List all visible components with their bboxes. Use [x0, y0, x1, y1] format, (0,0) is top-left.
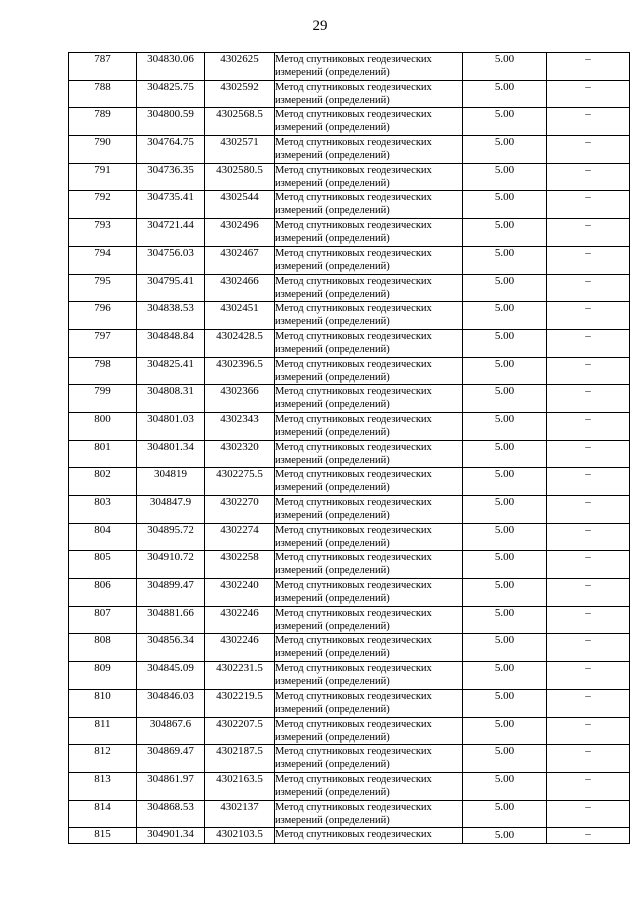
method-cell: Метод спутниковых геодезических измерений (определений)	[275, 496, 463, 524]
accuracy-cell: 5.00	[463, 800, 547, 828]
point-number-cell: 799	[69, 385, 137, 413]
description-cell: –	[547, 772, 630, 800]
description-cell: –	[547, 219, 630, 247]
x-coordinate-cell: 304736.35	[137, 163, 205, 191]
table-row	[69, 246, 630, 274]
table-row	[69, 357, 630, 385]
accuracy-cell: 5.00	[463, 385, 547, 413]
table-row	[69, 53, 630, 81]
x-coordinate-cell: 304800.59	[137, 108, 205, 136]
coordinates-table	[68, 52, 630, 844]
description-cell: –	[547, 302, 630, 330]
x-coordinate-cell: 304808.31	[137, 385, 205, 413]
description-cell: –	[547, 468, 630, 496]
accuracy-cell: 5.00	[463, 717, 547, 745]
y-coordinate-cell: 4302275.5	[205, 468, 275, 496]
table-row	[69, 163, 630, 191]
table-row	[69, 606, 630, 634]
table-row	[69, 662, 630, 690]
point-number-cell: 789	[69, 108, 137, 136]
description-cell: –	[547, 828, 630, 844]
x-coordinate-cell: 304845.09	[137, 662, 205, 690]
method-cell: Метод спутниковых геодезических измерений (определений)	[275, 662, 463, 690]
point-number-cell: 808	[69, 634, 137, 662]
table-row	[69, 412, 630, 440]
point-number-cell: 806	[69, 579, 137, 607]
coordinates-table-body	[69, 53, 630, 844]
point-number-cell: 800	[69, 412, 137, 440]
x-coordinate-cell: 304867.6	[137, 717, 205, 745]
accuracy-cell: 5.00	[463, 329, 547, 357]
x-coordinate-cell: 304899.47	[137, 579, 205, 607]
accuracy-cell: 5.00	[463, 440, 547, 468]
table-row	[69, 579, 630, 607]
table-row	[69, 329, 630, 357]
accuracy-cell: 5.00	[463, 219, 547, 247]
y-coordinate-cell: 4302571	[205, 136, 275, 164]
table-row	[69, 440, 630, 468]
table-row	[69, 219, 630, 247]
description-cell: –	[547, 745, 630, 773]
description-cell: –	[547, 108, 630, 136]
x-coordinate-cell: 304721.44	[137, 219, 205, 247]
point-number-cell: 793	[69, 219, 137, 247]
accuracy-cell: 5.00	[463, 246, 547, 274]
table-row	[69, 468, 630, 496]
point-number-cell: 810	[69, 689, 137, 717]
method-cell: Метод спутниковых геодезических измерений (определений)	[275, 523, 463, 551]
description-cell: –	[547, 163, 630, 191]
x-coordinate-cell: 304869.47	[137, 745, 205, 773]
y-coordinate-cell: 4302246	[205, 606, 275, 634]
y-coordinate-cell: 4302451	[205, 302, 275, 330]
method-cell: Метод спутниковых геодезических измерений (определений)	[275, 551, 463, 579]
description-cell: –	[547, 246, 630, 274]
point-number-cell: 815	[69, 828, 137, 844]
description-cell: –	[547, 551, 630, 579]
point-number-cell: 801	[69, 440, 137, 468]
description-cell: –	[547, 634, 630, 662]
y-coordinate-cell: 4302231.5	[205, 662, 275, 690]
point-number-cell: 788	[69, 80, 137, 108]
table-row	[69, 745, 630, 773]
y-coordinate-cell: 4302396.5	[205, 357, 275, 385]
point-number-cell: 809	[69, 662, 137, 690]
description-cell: –	[547, 412, 630, 440]
accuracy-cell: 5.00	[463, 662, 547, 690]
table-row	[69, 800, 630, 828]
y-coordinate-cell: 4302592	[205, 80, 275, 108]
method-cell: Метод спутниковых геодезических измерений (определений)	[275, 634, 463, 662]
point-number-cell: 805	[69, 551, 137, 579]
y-coordinate-cell: 4302580.5	[205, 163, 275, 191]
x-coordinate-cell: 304735.41	[137, 191, 205, 219]
accuracy-cell: 5.00	[463, 357, 547, 385]
x-coordinate-cell: 304795.41	[137, 274, 205, 302]
method-cell: Метод спутниковых геодезических измерений (определений)	[275, 440, 463, 468]
point-number-cell: 787	[69, 53, 137, 81]
y-coordinate-cell: 4302467	[205, 246, 275, 274]
x-coordinate-cell: 304801.34	[137, 440, 205, 468]
description-cell: –	[547, 80, 630, 108]
accuracy-cell: 5.00	[463, 191, 547, 219]
x-coordinate-cell: 304825.41	[137, 357, 205, 385]
accuracy-cell: 5.00	[463, 163, 547, 191]
y-coordinate-cell: 4302219.5	[205, 689, 275, 717]
table-row	[69, 828, 630, 844]
y-coordinate-cell: 4302207.5	[205, 717, 275, 745]
y-coordinate-cell: 4302137	[205, 800, 275, 828]
method-cell: Метод спутниковых геодезических измерений (определений)	[275, 163, 463, 191]
accuracy-cell: 5.00	[463, 689, 547, 717]
description-cell: –	[547, 579, 630, 607]
point-number-cell: 814	[69, 800, 137, 828]
point-number-cell: 791	[69, 163, 137, 191]
x-coordinate-cell: 304848.84	[137, 329, 205, 357]
table-row	[69, 523, 630, 551]
x-coordinate-cell: 304847.9	[137, 496, 205, 524]
point-number-cell: 794	[69, 246, 137, 274]
method-cell: Метод спутниковых геодезических измерений (определений)	[275, 302, 463, 330]
method-cell: Метод спутниковых геодезических измерений (определений)	[275, 579, 463, 607]
y-coordinate-cell: 4302258	[205, 551, 275, 579]
method-cell: Метод спутниковых геодезических измерений (определений)	[275, 772, 463, 800]
x-coordinate-cell: 304856.34	[137, 634, 205, 662]
description-cell: –	[547, 496, 630, 524]
accuracy-cell: 5.00	[463, 634, 547, 662]
x-coordinate-cell: 304838.53	[137, 302, 205, 330]
table-row	[69, 136, 630, 164]
description-cell: –	[547, 717, 630, 745]
y-coordinate-cell: 4302187.5	[205, 745, 275, 773]
y-coordinate-cell: 4302625	[205, 53, 275, 81]
y-coordinate-cell: 4302544	[205, 191, 275, 219]
description-cell: –	[547, 357, 630, 385]
method-cell: Метод спутниковых геодезических измерений (определений)	[275, 219, 463, 247]
table-row	[69, 634, 630, 662]
point-number-cell: 797	[69, 329, 137, 357]
accuracy-cell: 5.00	[463, 745, 547, 773]
accuracy-cell: 5.00	[463, 772, 547, 800]
description-cell: –	[547, 662, 630, 690]
description-cell: –	[547, 53, 630, 81]
method-cell: Метод спутниковых геодезических измерений (определений)	[275, 385, 463, 413]
method-cell: Метод спутниковых геодезических измерений (определений)	[275, 468, 463, 496]
table-row	[69, 772, 630, 800]
point-number-cell: 807	[69, 606, 137, 634]
y-coordinate-cell: 4302240	[205, 579, 275, 607]
method-cell: Метод спутниковых геодезических измерений (определений)	[275, 80, 463, 108]
point-number-cell: 790	[69, 136, 137, 164]
method-cell: Метод спутниковых геодезических измерений (определений)	[275, 329, 463, 357]
accuracy-cell: 5.00	[463, 412, 547, 440]
x-coordinate-cell: 304764.75	[137, 136, 205, 164]
table-row	[69, 385, 630, 413]
method-cell: Метод спутниковых геодезических измерений (определений)	[275, 745, 463, 773]
accuracy-cell: 5.00	[463, 53, 547, 81]
x-coordinate-cell: 304895.72	[137, 523, 205, 551]
x-coordinate-cell: 304910.72	[137, 551, 205, 579]
accuracy-cell: 5.00	[463, 496, 547, 524]
x-coordinate-cell: 304881.66	[137, 606, 205, 634]
method-cell: Метод спутниковых геодезических измерений (определений)	[275, 800, 463, 828]
table-row	[69, 108, 630, 136]
x-coordinate-cell: 304861.97	[137, 772, 205, 800]
accuracy-cell: 5.00	[463, 828, 547, 844]
point-number-cell: 811	[69, 717, 137, 745]
point-number-cell: 798	[69, 357, 137, 385]
table-row	[69, 274, 630, 302]
x-coordinate-cell: 304846.03	[137, 689, 205, 717]
method-cell: Метод спутниковых геодезических измерений (определений)	[275, 53, 463, 81]
y-coordinate-cell: 4302246	[205, 634, 275, 662]
method-cell: Метод спутниковых геодезических измерений (определений)	[275, 191, 463, 219]
table-row	[69, 689, 630, 717]
table-row	[69, 191, 630, 219]
table-row	[69, 80, 630, 108]
accuracy-cell: 5.00	[463, 523, 547, 551]
y-coordinate-cell: 4302103.5	[205, 828, 275, 844]
point-number-cell: 812	[69, 745, 137, 773]
y-coordinate-cell: 4302320	[205, 440, 275, 468]
description-cell: –	[547, 136, 630, 164]
x-coordinate-cell: 304801.03	[137, 412, 205, 440]
method-cell: Метод спутниковых геодезических измерений (определений)	[275, 108, 463, 136]
y-coordinate-cell: 4302428.5	[205, 329, 275, 357]
accuracy-cell: 5.00	[463, 551, 547, 579]
method-cell: Метод спутниковых геодезических измерений (определений)	[275, 136, 463, 164]
method-cell: Метод спутниковых геодезических измерений (определений)	[275, 606, 463, 634]
method-cell: Метод спутниковых геодезических измерений (определений)	[275, 689, 463, 717]
description-cell: –	[547, 385, 630, 413]
accuracy-cell: 5.00	[463, 108, 547, 136]
y-coordinate-cell: 4302343	[205, 412, 275, 440]
description-cell: –	[547, 689, 630, 717]
point-number-cell: 803	[69, 496, 137, 524]
description-cell: –	[547, 329, 630, 357]
y-coordinate-cell: 4302163.5	[205, 772, 275, 800]
y-coordinate-cell: 4302466	[205, 274, 275, 302]
point-number-cell: 795	[69, 274, 137, 302]
point-number-cell: 804	[69, 523, 137, 551]
method-cell: Метод спутниковых геодезических измерений (определений)	[275, 274, 463, 302]
description-cell: –	[547, 440, 630, 468]
y-coordinate-cell: 4302270	[205, 496, 275, 524]
point-number-cell: 792	[69, 191, 137, 219]
description-cell: –	[547, 523, 630, 551]
description-cell: –	[547, 191, 630, 219]
accuracy-cell: 5.00	[463, 606, 547, 634]
method-cell: Метод спутниковых геодезических измерений (определений)	[275, 717, 463, 745]
y-coordinate-cell: 4302568.5	[205, 108, 275, 136]
x-coordinate-cell: 304825.75	[137, 80, 205, 108]
table-row	[69, 302, 630, 330]
x-coordinate-cell: 304819	[137, 468, 205, 496]
y-coordinate-cell: 4302496	[205, 219, 275, 247]
table-row	[69, 551, 630, 579]
point-number-cell: 796	[69, 302, 137, 330]
x-coordinate-cell: 304868.53	[137, 800, 205, 828]
accuracy-cell: 5.00	[463, 468, 547, 496]
y-coordinate-cell: 4302366	[205, 385, 275, 413]
x-coordinate-cell: 304830.06	[137, 53, 205, 81]
accuracy-cell: 5.00	[463, 136, 547, 164]
description-cell: –	[547, 606, 630, 634]
accuracy-cell: 5.00	[463, 80, 547, 108]
method-cell: Метод спутниковых геодезических измерений (определений)	[275, 357, 463, 385]
accuracy-cell: 5.00	[463, 579, 547, 607]
method-cell: Метод спутниковых геодезических измерений (определений)	[275, 246, 463, 274]
accuracy-cell: 5.00	[463, 302, 547, 330]
page-number: 29	[312, 18, 328, 34]
description-cell: –	[547, 274, 630, 302]
y-coordinate-cell: 4302274	[205, 523, 275, 551]
method-cell: Метод спутниковых геодезических	[275, 828, 463, 844]
description-cell: –	[547, 800, 630, 828]
x-coordinate-cell: 304756.03	[137, 246, 205, 274]
accuracy-cell: 5.00	[463, 274, 547, 302]
table-row	[69, 717, 630, 745]
table-row	[69, 496, 630, 524]
point-number-cell: 802	[69, 468, 137, 496]
x-coordinate-cell: 304901.34	[137, 828, 205, 844]
method-cell: Метод спутниковых геодезических измерений (определений)	[275, 412, 463, 440]
point-number-cell: 813	[69, 772, 137, 800]
